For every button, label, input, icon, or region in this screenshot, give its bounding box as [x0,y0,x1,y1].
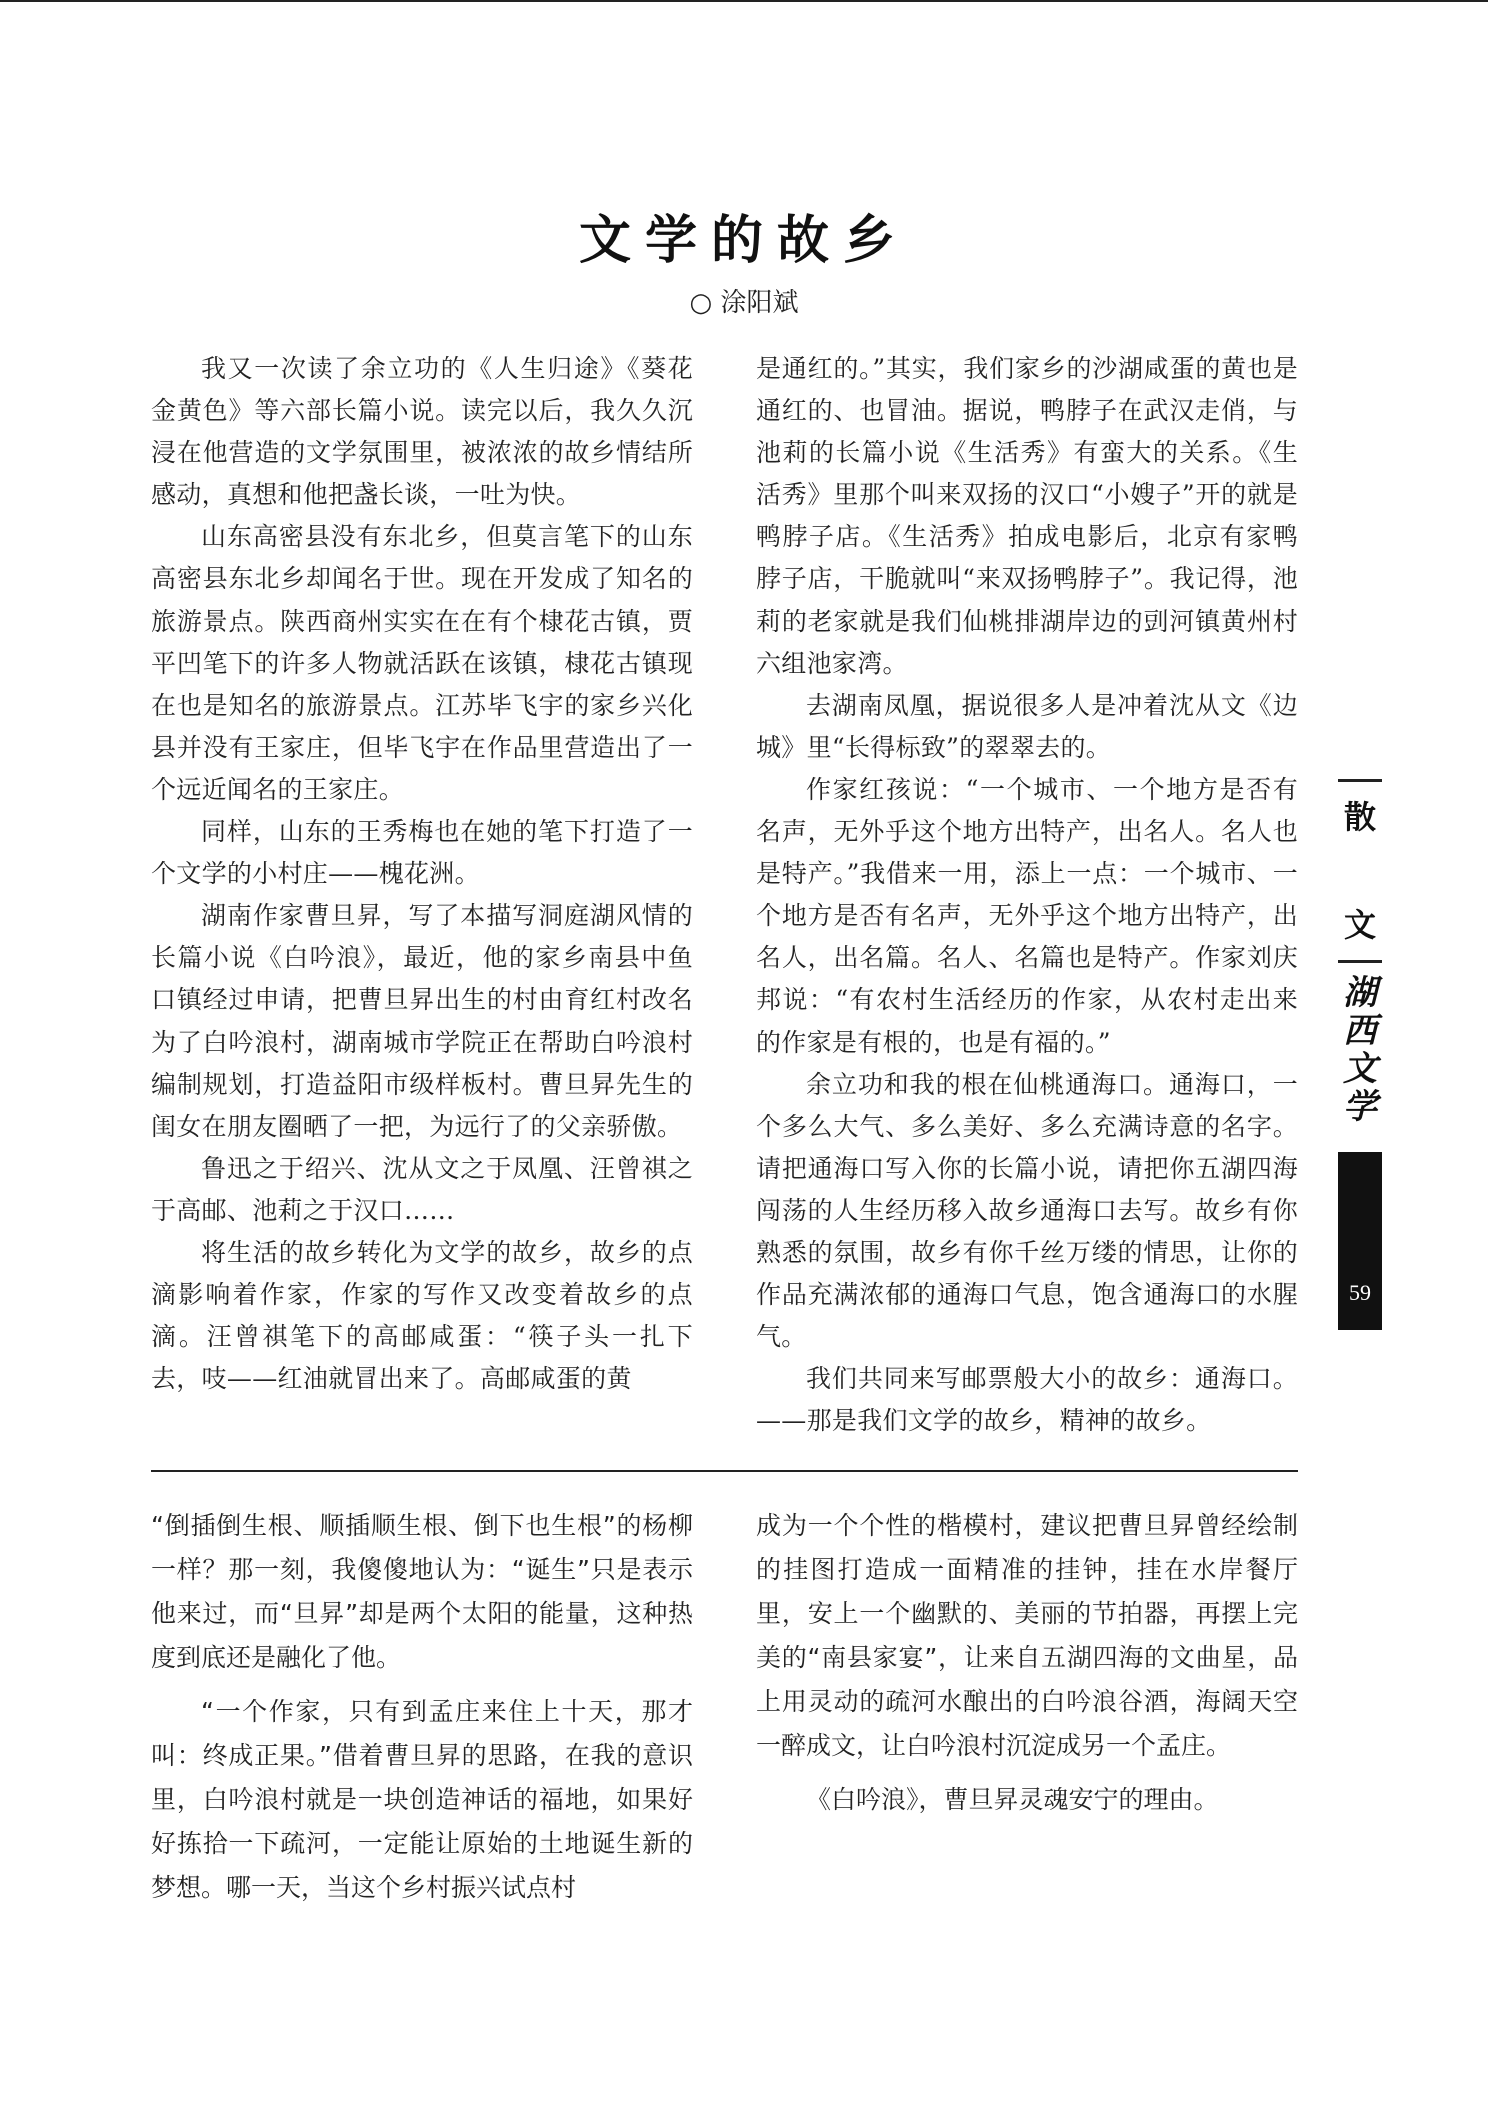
side-tab-rule [1338,779,1382,782]
continued-column-right [756,1504,1298,1832]
paragraph: “一个作家，只有到孟庄来住上十天，那才叫：终成正果。”借着曹旦昇的思路，在我的意识里，白吟浪村就是一块创造神话的福地，如果好好拣拾一下疏河，一定能让原始的土地诞生新的梦想。哪一天，当这个乡村振兴试点村 [151,1697,693,1902]
journal-logo-char: 湖 [1343,973,1377,1013]
article-author: ○ 涂阳斌 [689,288,799,318]
paragraph: 余立功和我的根在仙桃通海口。通海口，一个多么大气、多么美好、多么充满诗意的名字。请把通海口写入你的长篇小说，请把你五湖四海闯荡的人生经历移入故乡通海口去写。故乡有你熟悉的氛围，故乡有你千丝万缕的情思，让你的作品充满浓郁的通海口气息，饱含通海口的水腥气。 [756,1069,1298,1352]
paragraph: 同样，山东的王秀梅也在她的笔下打造了一个文学的小村庄——槐花洲。 [151,817,693,889]
side-tab-rule [1338,960,1382,963]
paragraph: 《白吟浪》，曹旦昇灵魂安宁的理由。 [806,1785,1219,1814]
journal-logo-char: 西 [1343,1011,1377,1051]
paragraph: “倒插倒生根、顺插顺生根、倒下也生根”的杨柳一样？那一刻，我傻傻地认为：“诞生”只是表示他来过，而“旦昇”却是两个太阳的能量，这种热度到底还是融化了他。 [151,1511,693,1672]
paragraph: 作家红孩说：“一个城市、一个地方是否有名声，无外乎这个地方出特产，出名人。名人也是特产。”我借来一用，添上一点：一个城市、一个地方是否有名声，无外乎这个地方出特产，出名人，出名篇。名人、名篇也是特产。作家刘庆邦说：“有农村生活经历的作家，从农村走出来的作家是有根的，也是有福的。” [756,774,1298,1057]
journal-logo-char: 文 [1343,1049,1377,1089]
continued-column-left [151,1504,693,1920]
article-column-right [756,348,1298,1442]
paragraph: 成为一个个性的楷模村，建议把曹旦昇曾经绘制的挂图打造成一面精准的挂钟，挂在水岸餐厅里，安上一个幽默的、美丽的节拍器，再摆上完美的“南县家宴”，让来自五湖四海的文曲星，品上用灵动的疏河水酿出的白吟浪谷酒，海阔天空一醉成文，让白吟浪村沉淀成另一个孟庄。 [756,1511,1298,1760]
paragraph: 是通红的。”其实，我们家乡的沙湖咸蛋的黄也是通红的、也冒油。据说，鸭脖子在武汉走俏，与池莉的长篇小说《生活秀》有蛮大的关系。《生活秀》里那个叫来双扬的汉口“小嫂子”开的就是鸭脖子店。《生活秀》拍成电影后，北京有家鸭脖子店，干脆就叫“来双扬鸭脖子”。我记得，池莉的老家就是我们仙桃排湖岸边的剅河镇黄州村六组池家湾。 [756,354,1298,678]
section-divider [151,1470,1298,1472]
paragraph: 鲁迅之于绍兴、沈从文之于凤凰、汪曾祺之于高邮、池莉之于汉口…… [151,1153,693,1225]
paragraph: 我又一次读了余立功的《人生归途》《葵花金黄色》等六部长篇小说。读完以后，我久久沉浸在他营造的文学氛围里，被浓浓的故乡情结所感动，真想和他把盏长谈，一吐为快。 [151,354,693,510]
paragraph: 去湖南凤凰，据说很多人是冲着沈从文《边城》里“长得标致”的翠翠去的。 [756,690,1298,762]
section-label-char: 文 [1343,906,1376,944]
top-border-rule [0,0,1488,2]
page-number: 59 [1349,1280,1371,1305]
paragraph: 将生活的故乡转化为文学的故乡，故乡的点滴影响着作家，作家的写作又改变着故乡的点滴。汪曾祺笔下的高邮咸蛋：“筷子头一扎下去，吱——红油就冒出来了。高邮咸蛋的黄 [151,1237,693,1394]
paragraph: 我们共同来写邮票般大小的故乡：通海口。——那是我们文学的故乡，精神的故乡。 [756,1364,1298,1436]
page-number-box [1338,1152,1382,1330]
paragraph: 湖南作家曹旦昇，写了本描写洞庭湖风情的长篇小说《白吟浪》，最近，他的家乡南县中鱼口镇经过申请，把曹旦昇出生的村由育红村改名为了白吟浪村，湖南城市学院正在帮助白吟浪村编制规划，打造益阳市级样板村。曹旦昇先生的闺女在朋友圈晒了一把，为远行了的父亲骄傲。 [151,901,693,1141]
section-label-char: 散 [1343,798,1376,836]
article-column-left [151,348,693,1400]
journal-logo [1340,974,1380,1126]
journal-logo-char: 学 [1343,1087,1377,1127]
article-title: 文学的故乡 [578,211,909,271]
paragraph: 山东高密县没有东北乡，但莫言笔下的山东高密县东北乡却闻名于世。现在开发成了知名的旅游景点。陕西商州实实在在有个棣花古镇，贾平凹笔下的许多人物就活跃在该镇，棣花古镇现在也是知名的旅游景点。江苏毕飞宇的家乡兴化县并没有王家庄，但毕飞宇在作品里营造出了一个远近闻名的王家庄。 [151,522,693,804]
